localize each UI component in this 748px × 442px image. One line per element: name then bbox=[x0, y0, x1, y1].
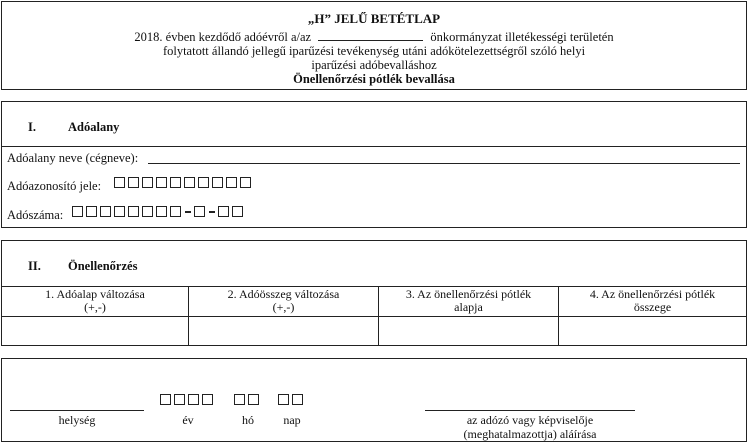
column-4-line-1: 4. Az önellenőrzési pótlék bbox=[589, 287, 716, 301]
digit-box[interactable] bbox=[194, 206, 205, 217]
column-header-1 bbox=[2, 286, 189, 316]
digit-box[interactable] bbox=[170, 177, 181, 188]
digit-box[interactable] bbox=[202, 394, 213, 405]
digit-box[interactable] bbox=[100, 206, 111, 217]
municipality-blank[interactable] bbox=[318, 30, 423, 41]
digit-box[interactable] bbox=[184, 177, 195, 188]
day-boxes[interactable] bbox=[278, 394, 306, 405]
signature-box bbox=[1, 358, 747, 442]
day-label: nap bbox=[283, 413, 301, 427]
section-2-number: II. bbox=[28, 259, 41, 273]
digit-box[interactable] bbox=[114, 177, 125, 188]
digit-box[interactable] bbox=[142, 206, 153, 217]
header-line-1 bbox=[2, 30, 746, 44]
section-1-number: I. bbox=[28, 120, 36, 134]
month-boxes[interactable] bbox=[234, 394, 262, 405]
digit-box[interactable] bbox=[114, 206, 125, 217]
value-cell-potlek-osszege[interactable] bbox=[559, 317, 746, 345]
column-header-2 bbox=[189, 286, 379, 316]
month-label: hó bbox=[242, 413, 254, 427]
taxpayer-name-field[interactable] bbox=[148, 163, 740, 164]
section-2-title: Önellenőrzés bbox=[68, 259, 138, 273]
digit-box[interactable] bbox=[156, 206, 167, 217]
digit-box[interactable] bbox=[170, 206, 181, 217]
header-line-1-end: önkormányzat illetékességi területén bbox=[430, 30, 614, 44]
form-subtitle: Önellenőrzési pótlék bevallása bbox=[293, 72, 455, 86]
column-4-line-2: összege bbox=[633, 300, 672, 314]
year-label: év bbox=[182, 413, 194, 427]
digit-box[interactable] bbox=[218, 206, 229, 217]
separator-dash bbox=[185, 211, 191, 213]
digit-box[interactable] bbox=[212, 177, 223, 188]
signer-label-line-1: az adózó vagy képviselője bbox=[466, 413, 594, 427]
column-header-3 bbox=[379, 286, 559, 316]
header-line-3: iparűzési adóbevalláshoz bbox=[311, 58, 437, 72]
tax-id-label: Adóazonosító jele: bbox=[7, 179, 102, 193]
value-cell-adoalap[interactable] bbox=[2, 317, 189, 345]
column-3-line-1: 3. Az önellenőrzési pótlék bbox=[405, 287, 532, 301]
digit-box[interactable] bbox=[86, 206, 97, 217]
header-line-1-start: 2018. évben kezdődő adóévről a/az bbox=[134, 30, 312, 44]
value-cell-potlek-alapja[interactable] bbox=[379, 317, 559, 345]
section-adoalany bbox=[1, 101, 747, 228]
value-cell-adoosszeg[interactable] bbox=[189, 317, 379, 345]
digit-box[interactable] bbox=[156, 177, 167, 188]
section-onellenorzes bbox=[1, 240, 747, 346]
digit-box[interactable] bbox=[198, 177, 209, 188]
column-2-line-1: 2. Adóösszeg változása bbox=[227, 287, 340, 301]
place-label: helység bbox=[58, 413, 96, 427]
section-1-divider bbox=[2, 146, 746, 147]
signature-line[interactable] bbox=[425, 410, 635, 411]
form-title: „H” JELŰ BETÉTLAP bbox=[307, 11, 441, 26]
digit-box[interactable] bbox=[278, 394, 289, 405]
column-3-line-2: alapja bbox=[454, 300, 483, 314]
signer-label-line-2: (meghatalmazottja) aláírása bbox=[463, 427, 597, 441]
digit-box[interactable] bbox=[226, 177, 237, 188]
section-1-title: Adóalany bbox=[68, 120, 120, 134]
tax-number-label: Adószáma: bbox=[7, 208, 64, 222]
digit-box[interactable] bbox=[240, 177, 251, 188]
digit-box[interactable] bbox=[188, 394, 199, 405]
column-1-line-2: (+,-) bbox=[84, 300, 106, 314]
digit-box[interactable] bbox=[234, 394, 245, 405]
column-2-line-2: (+,-) bbox=[272, 300, 295, 314]
digit-box[interactable] bbox=[174, 394, 185, 405]
digit-box[interactable] bbox=[142, 177, 153, 188]
digit-box[interactable] bbox=[248, 394, 259, 405]
digit-box[interactable] bbox=[292, 394, 303, 405]
place-field[interactable] bbox=[10, 410, 144, 411]
digit-box[interactable] bbox=[160, 394, 171, 405]
tax-number-boxes[interactable] bbox=[72, 206, 246, 217]
column-header-4 bbox=[559, 286, 746, 316]
header-line-2: folytatott állandó jellegű iparűzési tevékenység utáni adókötelezettségről szóló helyi bbox=[162, 44, 586, 58]
separator-dash bbox=[209, 211, 215, 213]
column-1-line-1: 1. Adóalap változása bbox=[45, 287, 145, 301]
taxpayer-name-label: Adóalany neve (cégneve): bbox=[7, 151, 139, 165]
digit-box[interactable] bbox=[128, 177, 139, 188]
digit-box[interactable] bbox=[128, 206, 139, 217]
tax-id-boxes[interactable] bbox=[114, 177, 254, 188]
digit-box[interactable] bbox=[72, 206, 83, 217]
digit-box[interactable] bbox=[232, 206, 243, 217]
year-boxes[interactable] bbox=[160, 394, 216, 405]
header-box bbox=[1, 1, 747, 90]
